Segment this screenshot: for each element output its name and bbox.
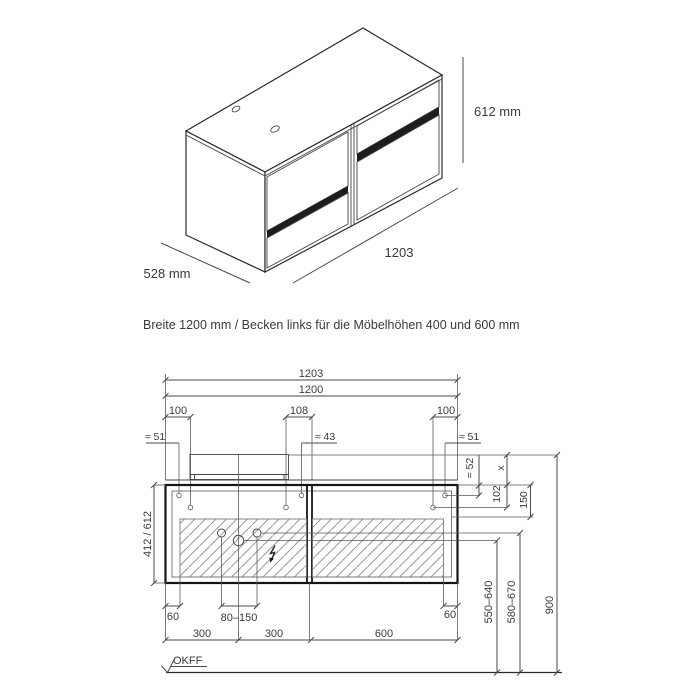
dim-edge-left: 60: [166, 611, 180, 623]
dim-cabinet-heights: 412 / 612: [142, 511, 154, 557]
dim-seg-left: 300: [192, 628, 212, 640]
installation-zone-right: [313, 519, 444, 577]
front-elevation: [142, 368, 562, 676]
description-note: Breite 1200 mm / Becken links für die Möbelhöhen 400 und 600 mm: [143, 318, 520, 332]
dim-overall-width: 1203: [298, 368, 324, 380]
installation-zone-left: [180, 519, 307, 577]
dim-drain-height: 550–640: [483, 580, 495, 624]
dim-fix-left: 100: [168, 405, 188, 417]
iso-width-label: 1203: [384, 245, 414, 260]
dim-edge-right: 60: [443, 609, 457, 621]
dim-var-x: x: [495, 465, 507, 471]
dim-fix-mid: 108: [289, 405, 309, 417]
dim-supply-height: 580–670: [506, 580, 518, 624]
dim-body-width: 1200: [298, 384, 324, 396]
dim-102: 102: [491, 485, 503, 503]
isometric-view: [144, 28, 521, 283]
dim-approx-mid: ≈ 43: [314, 431, 336, 443]
dim-seg-mid: 300: [264, 628, 284, 640]
iso-depth-label: 528 mm: [143, 266, 191, 281]
iso-height-label: 612 mm: [474, 104, 521, 119]
washbasin: [190, 455, 289, 480]
dim-total-height: 900: [544, 595, 556, 615]
floor-label: OKFF: [173, 655, 203, 667]
dim-approx-right: ≈ 51: [458, 431, 480, 443]
dim-fix-right: 100: [436, 405, 456, 417]
dim-approx-left: ≈ 51: [144, 431, 166, 443]
dim-drain-range: 80–150: [220, 612, 258, 624]
dim-seg-right: 600: [374, 628, 394, 640]
dim-rail-approx: ≈ 52: [464, 457, 476, 479]
dim-150: 150: [518, 491, 530, 509]
